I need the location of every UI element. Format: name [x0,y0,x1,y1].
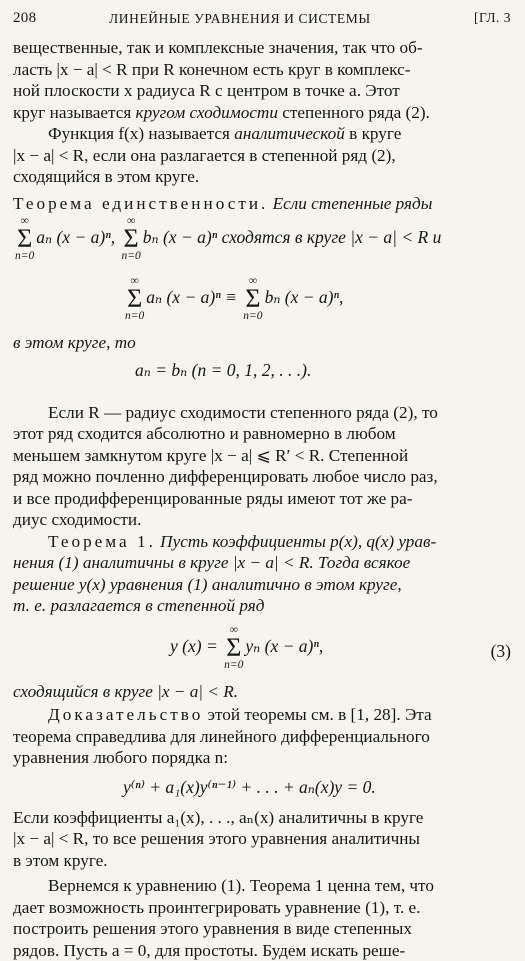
page-number: 208 [13,10,36,27]
text-line: ряд можно почленно дифференцировать любое число раз, [13,466,511,488]
theorem-uniqueness [13,193,511,390]
text-line: Вернемся к уравнению (1). Теорема 1 ценна тем, что [13,875,511,897]
text-line [13,123,511,145]
formula-identity [13,276,511,328]
series-a: aₙ (x − a)ⁿ, [36,227,115,247]
text-line [13,704,511,726]
text-line: Если R — радиус сходимости степенного ряда (2), то [13,402,511,424]
text-line: |x − a| < R, если она разлагается в степенной ряд (2), [13,145,511,167]
text-line: т. е. разлагается в степенной ряд [13,595,511,617]
running-title: ЛИНЕЙНЫЕ УРАВНЕНИЯ И СИСТЕМЫ [109,11,371,27]
text-span: в круге [345,124,401,143]
identity-left: aₙ (x − a)ⁿ ≡ [146,287,241,307]
paragraph-circle-of-convergence [13,37,511,123]
sum-symbol: ∞ Σ n=0 [125,276,144,322]
identity-right: bₙ (x − a)ⁿ, [265,287,344,307]
term-circle-of-convergence: кругом сходимости [136,103,278,122]
text-line: сходящийся в круге |x − a| < R. [13,681,511,703]
formula-left: y (x) = [170,636,222,656]
sum-symbol: ∞ Σ n=0 [224,625,243,671]
text-line: |x − a| < R, то все решения этого уравнения аналитичны [13,828,511,850]
text-span: Функция f(x) называется [48,124,234,143]
running-header [13,8,511,30]
text-line [13,531,511,553]
text-line: вещественные, так и комплексные значения, так что об- [13,37,511,59]
formula-coefficients-equal: aₙ = bₙ (n = 0, 1, 2, . . .). [13,360,511,390]
series-b: bₙ (x − a)ⁿ [143,227,217,247]
paragraph-return-to-equation [13,875,511,961]
text-line: решение y(x) уравнения (1) аналитично в этом круге, [13,574,511,596]
text-span: степенного ряда (2). [278,103,430,122]
term-analytic: аналитической [234,124,345,143]
text-span: круг называется [13,103,136,122]
text-line: Если коэффициенты a₁(x), . . ., aₙ(x) аналитичны в круге [13,807,511,829]
formula-3 [13,625,511,679]
formula-two-series [13,216,511,266]
text-line: теорема справедлива для линейного дифференциального [13,726,511,748]
theorem-title: Теорема единственности. [13,194,268,213]
formula-term: yₙ (x − a)ⁿ, [245,636,323,656]
chapter-marker: [ГЛ. 3 [474,10,511,26]
text-line: ласть |x − a| < R при R конечном есть круг в комплекс- [13,59,511,81]
formula-nth-order-equation: y⁽ⁿ⁾ + a₁(x)y⁽ⁿ⁻¹⁾ + . . . + aₙ(x)y = 0. [13,777,511,807]
text-line: и все продифференцированные ряды имеют тот же ра- [13,488,511,510]
sum-symbol: ∞ Σ n=0 [121,216,140,262]
sum-symbol: ∞ Σ n=0 [15,216,34,262]
paragraph-analytic-function [13,123,511,188]
text-line: меньшем замкнутом круге |x − a| ⩽ R′ < R. Степенной [13,445,511,467]
text-line: в этом круге, то [13,332,511,354]
text-line: рядов. Пусть a = 0, для простоты. Будем искать реше- [13,940,511,961]
text-line: построить решения этого уравнения в виде степенных [13,918,511,940]
theorem-1 [13,531,511,703]
text-span: Пусть коэффициенты p(x), q(x) урав- [156,532,436,551]
text-span: сходятся в круге |x − a| < R и [217,227,441,247]
proof-title: Доказательство [48,705,203,724]
equation-number: (3) [491,641,511,662]
text-line [13,102,511,124]
text-line: ной плоскости x радиуса R с центром в точке a. Этот [13,80,511,102]
text-line: в этом круге. [13,850,511,872]
proof-paragraph [13,704,511,871]
text-line: уравнения любого порядка n: [13,747,511,769]
paragraph-radius [13,402,511,531]
text-span: этой теоремы см. в [1, 28]. Эта [203,705,431,724]
text-line: нения (1) аналитичны в круге |x − a| < R. Тогда всякое [13,552,511,574]
text-span: Если степенные ряды [268,194,432,213]
text-line: дает возможность проинтегрировать уравнение (1), т. е. [13,897,511,919]
theorem-title: Теорема 1. [48,532,156,551]
sum-symbol: ∞ Σ n=0 [243,276,262,322]
text-line: сходящийся в этом круге. [13,166,511,188]
text-line: этот ряд сходится абсолютно и равномерно в любом [13,423,511,445]
text-line [13,193,511,215]
text-line: диус сходимости. [13,509,511,531]
